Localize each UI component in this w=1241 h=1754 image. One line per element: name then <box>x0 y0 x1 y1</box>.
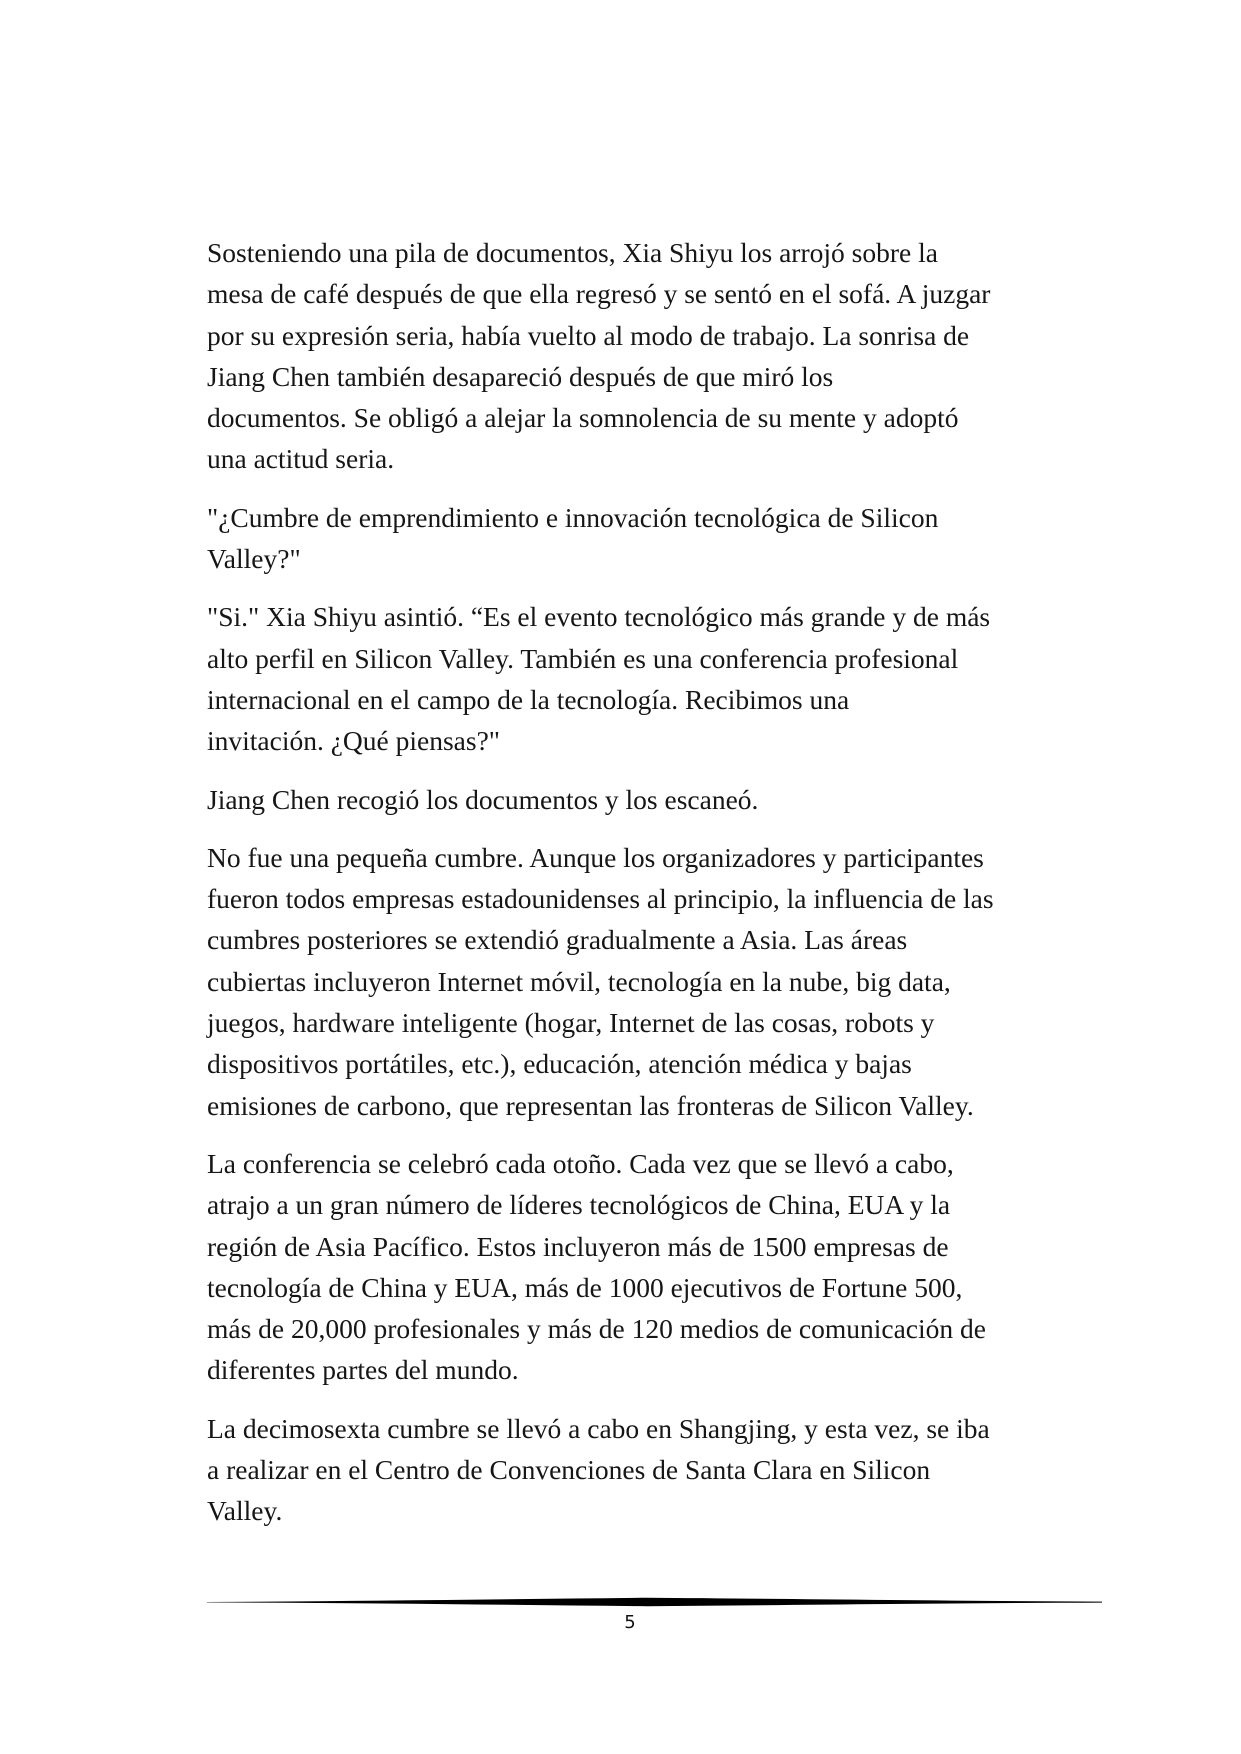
body-text <box>207 232 1067 1549</box>
paragraph-6: La conferencia se celebró cada otoño. Cada vez que se llevó a cabo, atrajo a un gran número de líderes tecnológicos de China, EUA y la región de Asia Pacífico. Estos incluyeron más de 1500 empresas de tecnología de China y EUA, más de 1000 ejecutivos de Fortune 500, más de 20,000 profesionales y más de 120 medios de comunicación de diferentes partes del mundo. <box>207 1147 986 1386</box>
paragraph-3: "Si." Xia Shiyu asintió. “Es el evento tecnológico más grande y de más alto perfil en Silicon Valley. También es una conferencia profesional internacional en el campo de la tecnología. Recibimos una invitación. ¿Qué piensas?" <box>207 601 991 757</box>
footer-divider-stroke <box>207 1598 1102 1606</box>
paragraph-5: No fue una pequeña cumbre. Aunque los organizadores y participantes fueron todos empresas estadounidenses al principio, la influencia de las cumbres posteriores se extendió gradualmente a Asia. Las áreas cubiertas incluyeron Internet móvil, tecnología en la nube, big data, juegos, hardware inteligente (hogar, Internet de las cosas, robots y dispositivos portátiles, etc.), educación, atención médica y bajas emisiones de carbono, que representan las fronteras de Silicon Valley. <box>207 841 994 1121</box>
paragraph-4: Jiang Chen recogió los documentos y los escaneó. <box>207 783 759 815</box>
paragraph-1: Sosteniendo una pila de documentos, Xia Shiyu los arrojó sobre la mesa de café después de que ella regresó y se sentó en el sofá. A juzgar por su expresión seria, había vuelto al modo de trabajo. La sonrisa de Jiang Chen también desapareció después de que miró los documentos. Se obligó a alejar la somnolencia de su mente y adoptó una actitud seria. <box>207 237 991 475</box>
paragraph-2: "¿Cumbre de emprendimiento e innovación tecnológica de Silicon Valley?" <box>207 501 939 575</box>
footer-divider <box>207 1597 1102 1607</box>
page-number: 5 <box>624 1612 636 1633</box>
paragraph-7: La decimosexta cumbre se llevó a cabo en Shangjing, y esta vez, se iba a realizar en el Centro de Convenciones de Santa Clara en Silicon Valley. <box>207 1412 990 1527</box>
